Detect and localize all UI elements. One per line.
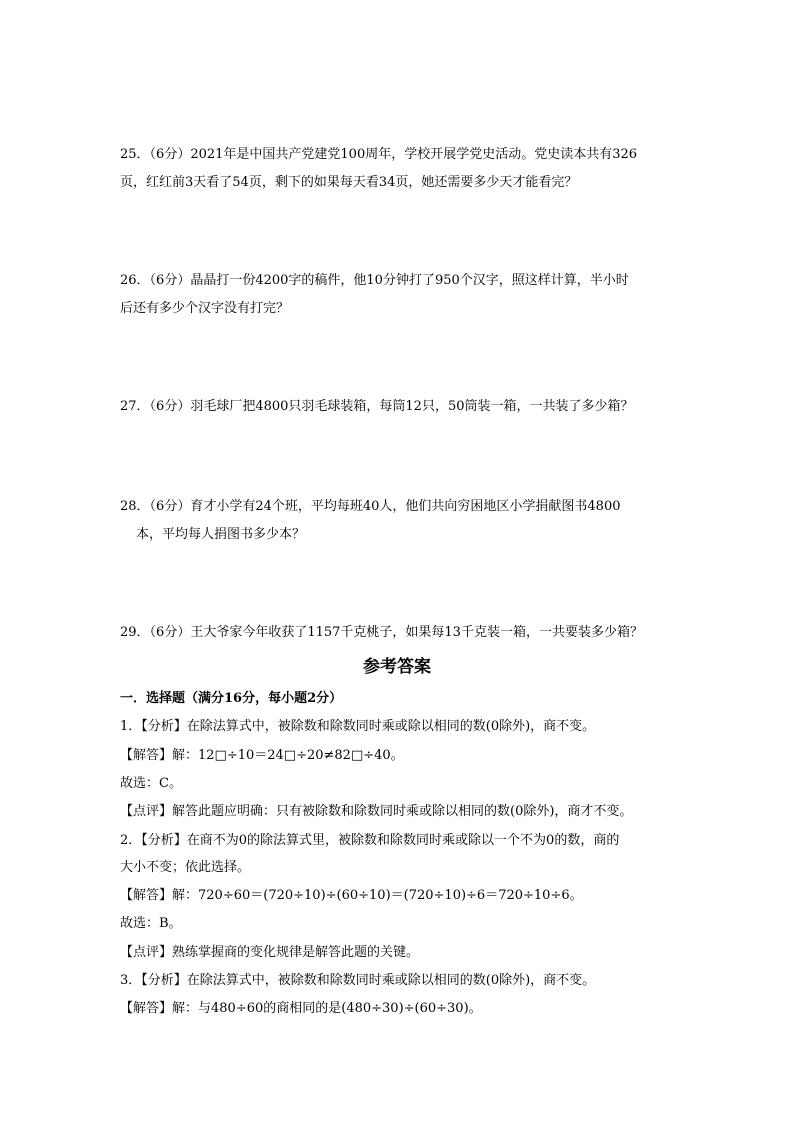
question-25-line-1: 25．（6分）2021年是中国共产党建党100周年，学校开展学党史活动。党史读本共有326 [120, 147, 638, 162]
answer-1-choice: 故选：C。 [120, 776, 182, 791]
section-heading-choice: 一．选择题（满分16分，每小题2分） [120, 691, 343, 706]
answer-2-analysis-line-1: 2．【分析】在商不为0的除法算式里，被除数和除数同时乘或除以一个不为0的数，商的 [120, 833, 620, 848]
question-28-line-1: 28．（6分）育才小学有24个班，平均每班40人，他们共向穷困地区小学捐献图书4800 [120, 499, 621, 514]
answer-2-choice: 故选：B。 [120, 916, 182, 931]
question-28-line-2: 本，平均每人捐图书多少本？ [136, 527, 306, 542]
question-25-line-2: 页，红红前3天看了54页，剩下的如果每天看34页，她还需要多少天才能看完？ [120, 175, 578, 190]
answer-3-analysis: 3．【分析】在除法算式中，被除数和除数同时乘或除以相同的数(0除外)，商不变。 [120, 973, 596, 988]
answer-1-solution: 【解答】解：12□÷10＝24□÷20≠82□÷40。 [120, 748, 404, 763]
answer-2-comment: 【点评】熟练掌握商的变化规律是解答此题的关键。 [120, 945, 420, 960]
answer-1-analysis: 1．【分析】在除法算式中，被除数和除数同时乘或除以相同的数(0除外)，商不变。 [120, 719, 596, 734]
answer-2-solution: 【解答】解：720÷60＝(720÷10)÷(60÷10)＝(720÷10)÷6＝720÷10÷6。 [120, 888, 583, 903]
answer-1-comment: 【点评】解答此题应明确：只有被除数和除数同时乘或除以相同的数(0除外)，商才不变。 [120, 804, 633, 819]
question-27-line-1: 27．（6分）羽毛球厂把4800只羽毛球装箱，每筒12只，50筒装一箱，一共装了多少箱？ [120, 399, 634, 414]
answer-3-solution: 【解答】解：与480÷60的商相同的是(480÷30)÷(60÷30)。 [120, 1001, 482, 1016]
answer-2-analysis-line-2: 大小不变；依此选择。 [120, 860, 251, 875]
question-29-line-1: 29．（6分）王大爷家今年收获了1157千克桃子，如果每13千克装一箱，一共要装多少箱？ [120, 625, 643, 640]
answers-title: 参考答案 [363, 657, 431, 677]
question-26-line-2: 后还有多少个汉字没有打完？ [120, 301, 290, 316]
question-26-line-1: 26．（6分）晶晶打一份4200字的稿件，他10分钟打了950个汉字，照这样计算，半小时 [120, 273, 629, 288]
